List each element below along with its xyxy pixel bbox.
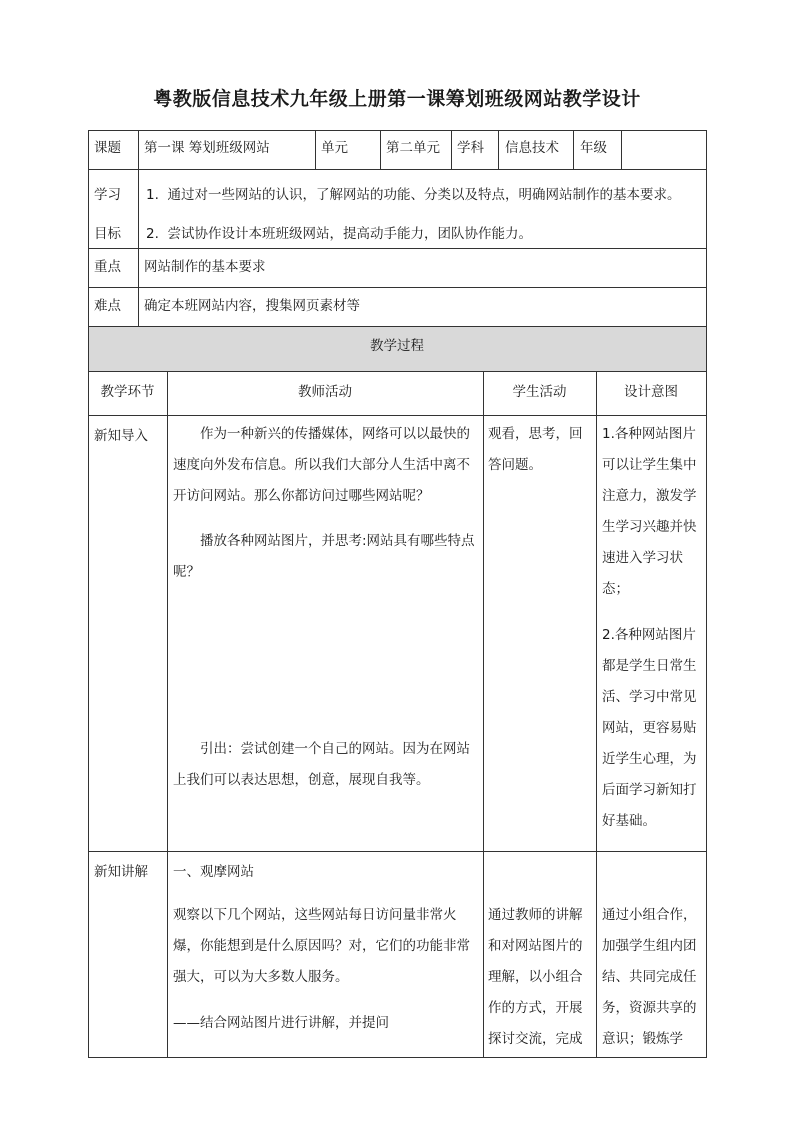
row1-intent-1: 1.各种网站图片可以让学生集中注意力，激发学生学习兴趣并快速进入学习状态； — [602, 426, 697, 597]
row2-intent: 通过小组合作，加强学生组内团结、共同完成任务，资源共享的意识；锻炼学 — [602, 907, 697, 1047]
goals-label-line1: 学习 — [94, 187, 121, 203]
difficulty-value: 确定本班网站内容，搜集网页素材等 — [144, 298, 360, 314]
row1-teacher-para: 播放各种网站图片，并思考:网站具有哪些特点呢？ — [173, 533, 475, 580]
document-title: 粤教版信息技术九年级上册第一课筹划班级网站教学设计 — [153, 88, 641, 110]
process-header: 教学过程 — [370, 338, 424, 354]
course-value: 第一课 筹划班级网站 — [144, 140, 270, 156]
row2-student: 通过教师的讲解和对网站图片的理解，以小组合作的方式，开展探讨交流，完成 — [488, 907, 583, 1047]
row2-teacher-heading: 一、观摩网站 — [173, 864, 254, 880]
row1-teacher-para: 引出：尝试创建一个自己的网站。因为在网站上我们可以表达思想，创意，展现自我等。 — [173, 741, 470, 788]
difficulty-label: 难点 — [94, 298, 121, 314]
column-header-stage: 教学环节 — [100, 384, 155, 400]
column-header-student: 学生活动 — [512, 384, 567, 400]
row2-teacher-para: 观察以下几个网站，这些网站每日访问量非常火爆，你能想到是什么原因吗？对，它们的功能非常强大，可以为大多数人服务。 — [173, 907, 470, 985]
goals-list — [146, 176, 702, 254]
row1-student: 观看，思考，回答问题。 — [488, 426, 583, 473]
row1-intent-2: 2.各种网站图片都是学生日常生活、学习中常见网站，更容易贴近学生心理，为后面学习新知打好基础。 — [602, 627, 697, 829]
goals-label — [94, 176, 121, 254]
goal-item: 1. 通过对一些网站的认识，了解网站的功能、分类以及特点，明确网站制作的基本要求。 — [146, 187, 681, 203]
grade-label: 年级 — [580, 140, 607, 156]
key-point-label: 重点 — [94, 259, 121, 275]
column-header-intent: 设计意图 — [624, 384, 678, 400]
goal-item: 2. 尝试协作设计本班班级网站，提高动手能力，团队协作能力。 — [146, 226, 532, 242]
column-header-teacher: 教师活动 — [298, 384, 352, 400]
unit-value: 第二单元 — [386, 140, 440, 156]
row1-stage: 新知导入 — [94, 428, 148, 444]
key-point-value: 网站制作的基本要求 — [144, 259, 266, 275]
row2-stage: 新知讲解 — [94, 864, 148, 880]
row2-teacher-para: ——结合网站图片进行讲解，并提问 — [173, 1015, 389, 1031]
unit-label: 单元 — [321, 140, 348, 156]
subject-value: 信息技术 — [505, 140, 559, 156]
row1-teacher-para: 作为一种新兴的传播媒体，网络可以以最快的速度向外发布信息。所以我们大部分人生活中离不开访问网站。那么你都访问过哪些网站呢？ — [173, 426, 470, 504]
subject-label: 学科 — [457, 140, 484, 156]
course-label: 课题 — [94, 140, 121, 156]
goals-label-line2: 目标 — [94, 226, 121, 242]
